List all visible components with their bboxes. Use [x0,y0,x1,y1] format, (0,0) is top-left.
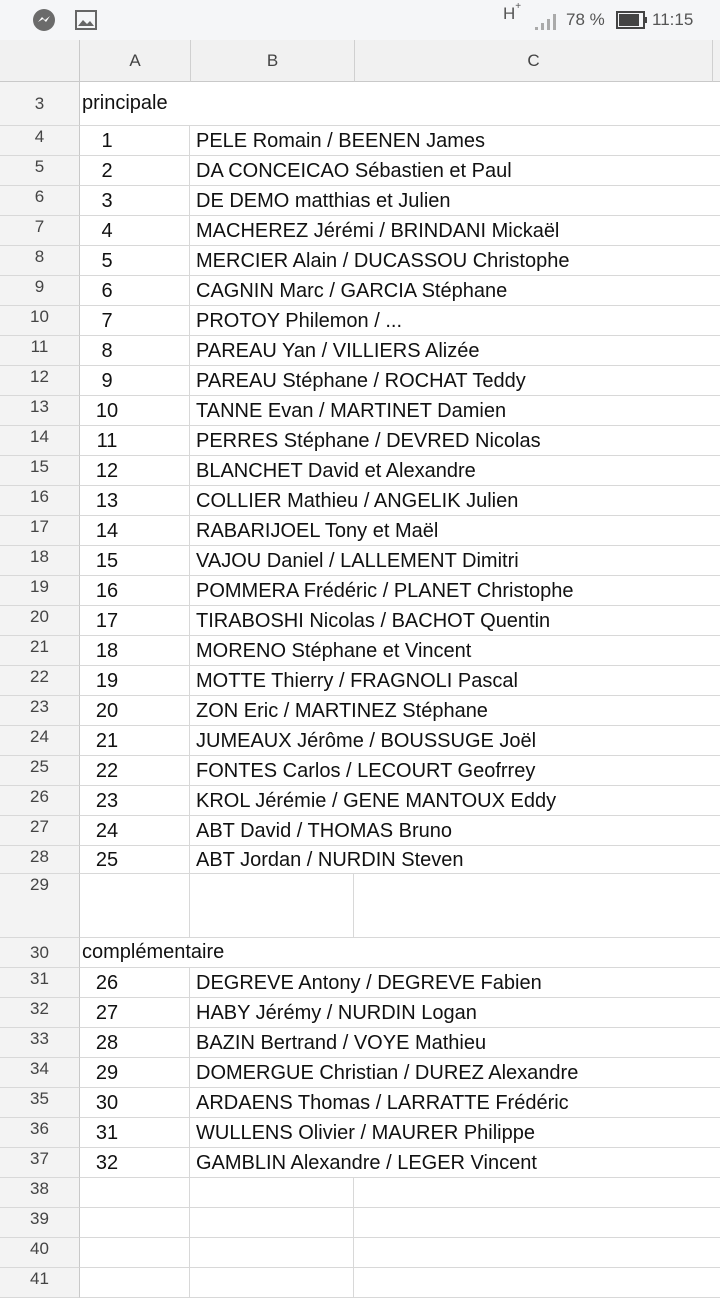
cell-number[interactable]: 1 [80,126,190,156]
row-number[interactable]: 18 [0,546,80,576]
cell-number[interactable]: 26 [80,968,190,998]
row-number[interactable]: 35 [0,1088,80,1118]
cell-number[interactable]: 10 [80,396,190,426]
cell-team-names[interactable]: GAMBLIN Alexandre / LEGER Vincent [190,1148,720,1178]
cell-team-names[interactable]: DEGREVE Antony / DEGREVE Fabien [190,968,720,998]
row-number[interactable]: 19 [0,576,80,606]
clock: 11:15 [652,10,694,29]
cell-number[interactable] [80,1268,190,1298]
row-number[interactable]: 41 [0,1268,80,1298]
cell-number[interactable]: 23 [80,786,190,816]
row-number[interactable]: 14 [0,426,80,456]
cell-team-names[interactable]: MORENO Stéphane et Vincent [190,636,720,666]
row-number[interactable]: 40 [0,1238,80,1268]
cell-team-names[interactable]: PAREAU Yan / VILLIERS Alizée [190,336,720,366]
network-indicator: H + [503,0,522,23]
cell-number[interactable]: 15 [80,546,190,576]
cell-team-names[interactable]: DOMERGUE Christian / DUREZ Alexandre [190,1058,720,1088]
cell-number[interactable]: 4 [80,216,190,246]
cell-number[interactable]: 24 [80,816,190,846]
cell-number[interactable]: 27 [80,998,190,1028]
cell-team-names[interactable]: DE DEMO matthias et Julien [190,186,720,216]
row-number[interactable]: 16 [0,486,80,516]
grid-line [353,1238,354,1268]
cell-number[interactable]: 16 [80,576,190,606]
cell-team-names[interactable]: PERRES Stéphane / DEVRED Nicolas [190,426,720,456]
cell-number[interactable]: 9 [80,366,190,396]
row-number[interactable]: 36 [0,1118,80,1148]
row-number[interactable]: 25 [0,756,80,786]
row-number[interactable]: 33 [0,1028,80,1058]
column-header-d[interactable] [712,40,720,82]
cell-number[interactable]: 22 [80,756,190,786]
row-number[interactable]: 7 [0,216,80,246]
cell-number[interactable] [80,1178,190,1208]
grid-line [353,874,354,938]
cell-team-names[interactable]: PAREAU Stéphane / ROCHAT Teddy [190,366,720,396]
row-number[interactable]: 17 [0,516,80,546]
cell-team-names[interactable]: BAZIN Bertrand / VOYE Mathieu [190,1028,720,1058]
cell-number[interactable]: 2 [80,156,190,186]
cell-number[interactable]: 12 [80,456,190,486]
cell-team-names[interactable]: DA CONCEICAO Sébastien et Paul [190,156,720,186]
cell-number[interactable] [80,1238,190,1268]
cell-team-names[interactable] [190,1208,720,1238]
cell-team-names[interactable]: ARDAENS Thomas / LARRATTE Frédéric [190,1088,720,1118]
spreadsheet-grid[interactable] [0,40,720,1288]
row-number[interactable]: 27 [0,816,80,846]
cell-team-names[interactable]: JUMEAUX Jérôme / BOUSSUGE Joël [190,726,720,756]
status-bar [0,0,720,40]
row-number[interactable]: 23 [0,696,80,726]
cell-team-names[interactable]: HABY Jérémy / NURDIN Logan [190,998,720,1028]
row-number[interactable]: 37 [0,1148,80,1178]
row-number[interactable]: 10 [0,306,80,336]
cell-team-names[interactable] [190,1238,720,1268]
column-header-b[interactable]: B [190,40,354,82]
cell-team-names[interactable]: VAJOU Daniel / LALLEMENT Dimitri [190,546,720,576]
cell-team-names[interactable] [190,1178,720,1208]
cell-team-names[interactable] [190,1268,720,1298]
row-number[interactable]: 32 [0,998,80,1028]
corner-cell[interactable] [0,40,80,82]
cell-team-names[interactable]: WULLENS Olivier / MAURER Philippe [190,1118,720,1148]
cell-team-names[interactable]: BLANCHET David et Alexandre [190,456,720,486]
cell-number[interactable]: 28 [80,1028,190,1058]
cell-number[interactable]: 17 [80,606,190,636]
cell-number[interactable]: 30 [80,1088,190,1118]
image-icon [74,8,98,37]
cell-number[interactable]: 8 [80,336,190,366]
cell-team-names[interactable]: FONTES Carlos / LECOURT Geofrrey [190,756,720,786]
cell-team-names[interactable]: ZON Eric / MARTINEZ Stéphane [190,696,720,726]
row-number[interactable]: 30 [0,938,80,968]
row-number[interactable]: 11 [0,336,80,366]
cell-team-names[interactable]: MOTTE Thierry / FRAGNOLI Pascal [190,666,720,696]
row-number[interactable]: 28 [0,846,80,874]
row-number[interactable]: 31 [0,968,80,998]
row-number[interactable]: 3 [0,82,80,126]
grid-line [353,1178,354,1208]
cell-number[interactable]: 21 [80,726,190,756]
cell-team-names[interactable]: TANNE Evan / MARTINET Damien [190,396,720,426]
cell-number[interactable]: 31 [80,1118,190,1148]
row-number[interactable]: 4 [0,126,80,156]
column-header-c[interactable]: C [354,40,712,82]
row-number[interactable]: 38 [0,1178,80,1208]
cell-number[interactable] [80,1208,190,1238]
cell-number[interactable]: 5 [80,246,190,276]
row-number[interactable]: 24 [0,726,80,756]
row-number[interactable]: 39 [0,1208,80,1238]
row-number[interactable]: 15 [0,456,80,486]
grid-line [353,1268,354,1298]
cell-number[interactable]: 18 [80,636,190,666]
cell-number[interactable]: 6 [80,276,190,306]
cell-number[interactable]: 14 [80,516,190,546]
cell-team-names[interactable]: MERCIER Alain / DUCASSOU Christophe [190,246,720,276]
cell-number[interactable]: 7 [80,306,190,336]
battery-icon [616,11,648,34]
row-number[interactable]: 21 [0,636,80,666]
cell-team-names[interactable]: ABT Jordan / NURDIN Steven [190,846,720,874]
cell-team-names[interactable] [190,874,720,938]
row-number[interactable]: 12 [0,366,80,396]
messenger-icon [32,8,56,37]
cell-number[interactable]: 20 [80,696,190,726]
cell-number[interactable]: 3 [80,186,190,216]
row-number[interactable]: 9 [0,276,80,306]
cell-team-names[interactable]: KROL Jérémie / GENE MANTOUX Eddy [190,786,720,816]
cell-team-names[interactable]: TIRABOSHI Nicolas / BACHOT Quentin [190,606,720,636]
cell-team-names[interactable]: PROTOY Philemon / ... [190,306,720,336]
grid-line [353,1208,354,1238]
cell-team-names[interactable]: RABARIJOEL Tony et Maël [190,516,720,546]
row-number[interactable]: 5 [0,156,80,186]
row-number[interactable]: 26 [0,786,80,816]
cell-team-names[interactable]: PELE Romain / BEENEN James [190,126,720,156]
row-number[interactable]: 34 [0,1058,80,1088]
row-number[interactable]: 22 [0,666,80,696]
cell-team-names[interactable]: ABT David / THOMAS Bruno [190,816,720,846]
row-number[interactable]: 29 [0,874,80,938]
column-header-a[interactable]: A [80,40,190,82]
cell-team-names[interactable]: COLLIER Mathieu / ANGELIK Julien [190,486,720,516]
cell-team-names[interactable]: CAGNIN Marc / GARCIA Stéphane [190,276,720,306]
row-number[interactable]: 20 [0,606,80,636]
cell-number[interactable]: 19 [80,666,190,696]
section-title-cell[interactable]: principale [80,82,720,126]
row-number[interactable]: 13 [0,396,80,426]
cell-team-names[interactable]: MACHEREZ Jérémi / BRINDANI Mickaël [190,216,720,246]
cell-number[interactable]: 29 [80,1058,190,1088]
signal-icon [534,11,560,36]
cell-number[interactable]: 13 [80,486,190,516]
cell-number[interactable]: 11 [80,426,190,456]
row-number[interactable]: 8 [0,246,80,276]
cell-number[interactable]: 25 [80,846,190,874]
cell-team-names[interactable]: POMMERA Frédéric / PLANET Christophe [190,576,720,606]
battery-percent: 78 % [566,10,605,29]
cell-number[interactable]: 32 [80,1148,190,1178]
cell-number[interactable] [80,874,190,938]
row-number[interactable]: 6 [0,186,80,216]
section-title-cell[interactable]: complémentaire [80,938,720,968]
